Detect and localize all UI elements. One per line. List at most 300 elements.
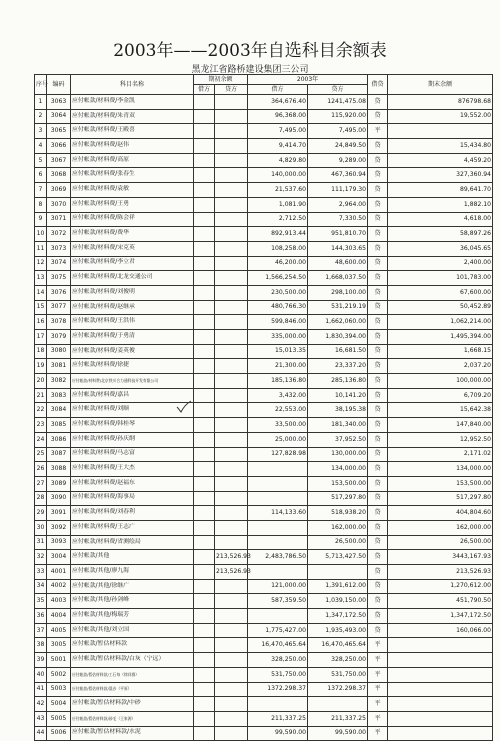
table-row — [35, 374, 493, 389]
cell-seq: 35 — [35, 594, 47, 609]
cell-closing: 12,952.50 — [388, 432, 493, 447]
table-row — [35, 344, 493, 359]
cell-period-debit: 108,258.00 — [248, 241, 308, 256]
cell-period-debit: 211,337.25 — [248, 711, 308, 726]
cell-opening-credit — [215, 609, 248, 624]
cell-seq: 38 — [35, 638, 47, 653]
cell-direction: 贷 — [368, 506, 388, 521]
cell-period-credit: 531,750.00 — [308, 667, 368, 682]
cell-closing: 2,037.20 — [388, 359, 493, 374]
cell-period-credit: 1,830,394.00 — [308, 330, 368, 345]
cell-period-credit: 26,500.00 — [308, 535, 368, 550]
cell-period-credit: 7,330.50 — [308, 212, 368, 227]
cell-account-name: 应付帐款/材料费/张春生 — [71, 168, 194, 183]
cell-period-debit: 121,000.00 — [248, 579, 308, 594]
cell-opening-credit — [215, 506, 248, 521]
cell-account-name: 应付帐款/材料费/刘春利 — [71, 506, 194, 521]
table-row — [35, 315, 493, 330]
cell-account-name: 应付帐款/材料费/王勇 — [71, 197, 194, 212]
cell-period-debit — [248, 462, 308, 477]
cell-seq: 19 — [35, 359, 47, 374]
cell-account-name: 应付帐款/材料费/袁敏 — [71, 183, 194, 198]
cell-period-debit: 3,432.00 — [248, 388, 308, 403]
cell-code: 3082 — [47, 374, 71, 389]
cell-code: 3087 — [47, 447, 71, 462]
cell-period-debit: 15,013.35 — [248, 344, 308, 359]
cell-opening-debit — [194, 565, 215, 580]
cell-opening-debit — [194, 594, 215, 609]
cell-code: 3079 — [47, 330, 71, 345]
cell-seq: 42 — [35, 697, 47, 712]
table-row — [35, 359, 493, 374]
cell-closing: 162,000.00 — [388, 520, 493, 535]
cell-period-debit: 114,133.60 — [248, 506, 308, 521]
table-row — [35, 653, 493, 668]
cell-opening-credit — [215, 579, 248, 594]
ledger-body — [35, 95, 493, 741]
cell-account-name: 应付帐款/其他/梅瑞芳 — [71, 609, 194, 624]
cell-opening-debit — [194, 418, 215, 433]
cell-direction: 贷 — [368, 139, 388, 154]
cell-opening-debit — [194, 153, 215, 168]
cell-seq: 25 — [35, 447, 47, 462]
cell-closing: 4,618.00 — [388, 212, 493, 227]
cell-account-name: 应付帐款/暂估材料款/砂毛（王家源） — [71, 711, 194, 726]
cell-code: 4005 — [47, 623, 71, 638]
table-row — [35, 667, 493, 682]
cell-seq: 34 — [35, 579, 47, 594]
cell-direction: 平 — [368, 667, 388, 682]
cell-period-debit: 2,712.50 — [248, 212, 308, 227]
cell-opening-credit — [215, 109, 248, 124]
cell-period-credit: 5,713,427.50 — [308, 550, 368, 565]
table-row — [35, 447, 493, 462]
cell-period-debit: 9,414.70 — [248, 139, 308, 154]
table-row — [35, 403, 493, 418]
cell-account-name: 应付帐款/材料费/赵继承 — [71, 300, 194, 315]
cell-code: 3005 — [47, 638, 71, 653]
cell-opening-credit — [215, 491, 248, 506]
cell-code: 3083 — [47, 388, 71, 403]
cell-seq: 10 — [35, 227, 47, 242]
cell-seq: 20 — [35, 374, 47, 389]
table-row — [35, 212, 493, 227]
cell-seq: 22 — [35, 403, 47, 418]
cell-account-name: 应付帐款/材料费/刘俊明 — [71, 285, 194, 300]
cell-account-name: 应付帐款/材料费/海事局 — [71, 491, 194, 506]
cell-period-debit: 892,913.44 — [248, 227, 308, 242]
table-row — [35, 491, 493, 506]
cell-account-name: 应付帐款/材料费/徐捷 — [71, 359, 194, 374]
cell-code: 3068 — [47, 168, 71, 183]
cell-opening-debit — [194, 520, 215, 535]
cell-period-credit: 285,136.80 — [308, 374, 368, 389]
cell-opening-debit — [194, 653, 215, 668]
table-row — [35, 726, 493, 741]
cell-period-debit: 328,250.00 — [248, 653, 308, 668]
cell-opening-debit — [194, 609, 215, 624]
cell-opening-debit — [194, 579, 215, 594]
cell-period-credit: 1,668,037.50 — [308, 271, 368, 286]
table-row — [35, 432, 493, 447]
cell-opening-debit — [194, 300, 215, 315]
cell-account-name: 应付帐款/材料费/王洪伟 — [71, 315, 194, 330]
cell-account-name: 应付帐款/材料费/朱青双 — [71, 109, 194, 124]
cell-code: 5005 — [47, 711, 71, 726]
cell-period-debit — [248, 565, 308, 580]
cell-seq: 41 — [35, 682, 47, 697]
cell-closing: 15,434.80 — [388, 139, 493, 154]
cell-opening-debit — [194, 476, 215, 491]
cell-period-debit: 1,775,427.00 — [248, 623, 308, 638]
cell-period-debit: 2,483,786.50 — [248, 550, 308, 565]
cell-closing — [388, 124, 493, 139]
cell-code: 3088 — [47, 462, 71, 477]
cell-period-debit: 185,136.80 — [248, 374, 308, 389]
cell-closing: 4,459.20 — [388, 153, 493, 168]
cell-opening-credit — [215, 682, 248, 697]
cell-period-debit — [248, 697, 308, 712]
cell-opening-credit — [215, 124, 248, 139]
cell-account-name: 应付帐款/其他/徐继广 — [71, 579, 194, 594]
cell-period-debit — [248, 491, 308, 506]
cell-closing: 134,000.00 — [388, 462, 493, 477]
cell-code: 3085 — [47, 418, 71, 433]
cell-account-name: 应付帐款/材料费/王殿喜 — [71, 124, 194, 139]
cell-account-name: 应付帐款/暂估材料款 — [71, 638, 194, 653]
header-opening-debit: 借方 — [194, 85, 215, 95]
cell-closing: 101,783.00 — [388, 271, 493, 286]
cell-seq: 12 — [35, 256, 47, 271]
cell-code: 3091 — [47, 506, 71, 521]
cell-opening-credit — [215, 227, 248, 242]
cell-opening-debit — [194, 388, 215, 403]
table-row — [35, 535, 493, 550]
cell-closing — [388, 711, 493, 726]
cell-direction: 贷 — [368, 256, 388, 271]
cell-opening-credit — [215, 330, 248, 345]
cell-direction: 贷 — [368, 227, 388, 242]
cell-seq: 39 — [35, 653, 47, 668]
cell-opening-debit — [194, 227, 215, 242]
cell-code: 3067 — [47, 153, 71, 168]
cell-account-name: 应付帐款/其他 — [71, 550, 194, 565]
cell-opening-debit — [194, 256, 215, 271]
cell-direction: 贷 — [368, 565, 388, 580]
cell-seq: 27 — [35, 476, 47, 491]
cell-period-credit: 16,470,465.64 — [308, 638, 368, 653]
cell-direction: 贷 — [368, 344, 388, 359]
cell-seq: 24 — [35, 432, 47, 447]
cell-opening-credit — [215, 374, 248, 389]
cell-period-debit: 599,846.00 — [248, 315, 308, 330]
cell-code: 3089 — [47, 476, 71, 491]
cell-period-credit: 181,340.00 — [308, 418, 368, 433]
cell-period-credit — [308, 697, 368, 712]
cell-account-name: 应付帐款/材料费/韩桂琴 — [71, 418, 194, 433]
checkmark-icon — [176, 400, 192, 414]
cell-opening-credit — [215, 594, 248, 609]
cell-opening-credit — [215, 432, 248, 447]
cell-closing: 6,709.20 — [388, 388, 493, 403]
cell-period-credit: 115,920.00 — [308, 109, 368, 124]
cell-closing: 327,360.94 — [388, 168, 493, 183]
header-period-debit: 借方 — [248, 85, 308, 95]
cell-period-credit: 1241,475.08 — [308, 95, 368, 110]
cell-seq: 28 — [35, 491, 47, 506]
table-row — [35, 168, 493, 183]
table-row — [35, 565, 493, 580]
cell-direction: 贷 — [368, 197, 388, 212]
cell-account-name: 应付帐款/其他/孙剑峰 — [71, 594, 194, 609]
cell-seq: 11 — [35, 241, 47, 256]
cell-direction: 贷 — [368, 579, 388, 594]
cell-period-credit: 9,289.00 — [308, 153, 368, 168]
table-row — [35, 271, 493, 286]
cell-account-name: 应付帐款/材料费/陈会祥 — [71, 212, 194, 227]
cell-seq: 37 — [35, 623, 47, 638]
cell-closing: 3443,167.93 — [388, 550, 493, 565]
cell-period-credit: 531,219.19 — [308, 300, 368, 315]
cell-code: 5001 — [47, 653, 71, 668]
cell-direction: 平 — [368, 682, 388, 697]
cell-account-name: 应付帐款/材料费/孙庆纲 — [71, 432, 194, 447]
cell-seq: 32 — [35, 550, 47, 565]
cell-closing — [388, 682, 493, 697]
cell-period-debit: 99,590.00 — [248, 726, 308, 741]
cell-seq: 2 — [35, 109, 47, 124]
cell-opening-debit — [194, 667, 215, 682]
table-row — [35, 476, 493, 491]
cell-account-name: 应付帐款/材料费/赵伟 — [71, 139, 194, 154]
cell-closing — [388, 697, 493, 712]
cell-account-name: 应付帐款/材料费/宋克英 — [71, 241, 194, 256]
cell-period-debit — [248, 609, 308, 624]
cell-seq: 36 — [35, 609, 47, 624]
table-row — [35, 300, 493, 315]
cell-period-debit: 335,000.00 — [248, 330, 308, 345]
cell-account-name: 应付帐款/材料费/李金凯 — [71, 95, 194, 110]
cell-direction: 贷 — [368, 476, 388, 491]
cell-code: 3063 — [47, 95, 71, 110]
table-row — [35, 388, 493, 403]
header-seq: 序号 — [35, 75, 47, 95]
cell-closing — [388, 667, 493, 682]
cell-period-debit: 1372.298.37 — [248, 682, 308, 697]
cell-seq: 5 — [35, 153, 47, 168]
cell-seq: 33 — [35, 565, 47, 580]
cell-account-name: 应付帐款/材料费/嘉昌 — [71, 388, 194, 403]
cell-period-credit: 23,337.20 — [308, 359, 368, 374]
cell-period-debit: 22,553.00 — [248, 403, 308, 418]
cell-period-debit: 21,300.00 — [248, 359, 308, 374]
cell-opening-debit — [194, 447, 215, 462]
cell-closing: 2,400.00 — [388, 256, 493, 271]
cell-direction: 贷 — [368, 315, 388, 330]
header-closing: 期末余额 — [388, 75, 493, 95]
cell-code: 3078 — [47, 315, 71, 330]
cell-period-debit: 21,537.60 — [248, 183, 308, 198]
cell-seq: 1 — [35, 95, 47, 110]
cell-code: 3081 — [47, 359, 71, 374]
cell-opening-credit — [215, 300, 248, 315]
cell-seq: 14 — [35, 285, 47, 300]
cell-opening-credit — [215, 403, 248, 418]
table-row — [35, 550, 493, 565]
cell-code: 3092 — [47, 520, 71, 535]
cell-direction: 贷 — [368, 403, 388, 418]
cell-period-debit: 33,500.00 — [248, 418, 308, 433]
cell-closing: 36,045.65 — [388, 241, 493, 256]
cell-closing: 19,552.00 — [388, 109, 493, 124]
table-row — [35, 256, 493, 271]
cell-account-name: 应付帐款/其他/廖九海 — [71, 565, 194, 580]
cell-code: 3064 — [47, 109, 71, 124]
cell-closing: 1,882.10 — [388, 197, 493, 212]
cell-period-debit — [248, 476, 308, 491]
cell-closing: 1,668.15 — [388, 344, 493, 359]
cell-code: 3080 — [47, 344, 71, 359]
cell-opening-debit — [194, 697, 215, 712]
cell-account-name: 应付帐款/材料费/马志富 — [71, 447, 194, 462]
cell-seq: 6 — [35, 168, 47, 183]
cell-period-debit: 16,470,465.64 — [248, 638, 308, 653]
table-row — [35, 711, 493, 726]
cell-direction: 贷 — [368, 550, 388, 565]
cell-direction: 贷 — [368, 520, 388, 535]
cell-opening-debit — [194, 183, 215, 198]
cell-code: 3065 — [47, 124, 71, 139]
cell-period-credit: 1,662,060.00 — [308, 315, 368, 330]
cell-period-credit: 211,337.25 — [308, 711, 368, 726]
cell-direction: 平 — [368, 124, 388, 139]
cell-direction: 贷 — [368, 462, 388, 477]
cell-seq: 9 — [35, 212, 47, 227]
cell-closing: 876798.68 — [388, 95, 493, 110]
cell-period-debit — [248, 520, 308, 535]
table-row — [35, 418, 493, 433]
cell-seq: 31 — [35, 535, 47, 550]
table-row — [35, 241, 493, 256]
cell-code: 3066 — [47, 139, 71, 154]
cell-period-debit: 1,081.90 — [248, 197, 308, 212]
cell-account-name: 应付帐款/材料费/王大杰 — [71, 462, 194, 477]
cell-closing: 153,500.00 — [388, 476, 493, 491]
cell-closing: 1,495,394.00 — [388, 330, 493, 345]
header-name: 科目名称 — [71, 75, 194, 95]
cell-seq: 13 — [35, 271, 47, 286]
cell-account-name: 应付帐款/材料费/姜英俊 — [71, 344, 194, 359]
cell-closing: 15,642.38 — [388, 403, 493, 418]
cell-period-credit: 130,000.00 — [308, 447, 368, 462]
cell-period-credit: 144,303.65 — [308, 241, 368, 256]
cell-period-debit: 127,828.98 — [248, 447, 308, 462]
cell-account-name: 应付帐款/材料费/于勇清 — [71, 330, 194, 345]
cell-account-name: 应付帐款/材料费/高原 — [71, 153, 194, 168]
cell-opening-debit — [194, 109, 215, 124]
cell-seq: 15 — [35, 300, 47, 315]
cell-opening-debit — [194, 638, 215, 653]
cell-opening-debit — [194, 271, 215, 286]
table-row — [35, 330, 493, 345]
table-row — [35, 579, 493, 594]
table-row — [35, 139, 493, 154]
cell-period-credit: 1,391,612.00 — [308, 579, 368, 594]
cell-closing: 451,790.50 — [388, 594, 493, 609]
cell-seq: 4 — [35, 139, 47, 154]
cell-period-credit: 162,000.00 — [308, 520, 368, 535]
cell-direction: 贷 — [368, 491, 388, 506]
cell-closing: 26,500.00 — [388, 535, 493, 550]
cell-period-credit: 328,250.00 — [308, 653, 368, 668]
cell-period-credit: 1372.298.37 — [308, 682, 368, 697]
cell-account-name: 应付帐款/材料费/省测绘局 — [71, 535, 194, 550]
cell-period-credit: 16,681.50 — [308, 344, 368, 359]
cell-account-name: 应付帐款/材料费/刘顺 — [71, 403, 194, 418]
cell-period-credit: 7,495.00 — [308, 124, 368, 139]
cell-period-credit: 134,000.00 — [308, 462, 368, 477]
header-code: 编码 — [47, 75, 71, 95]
cell-seq: 23 — [35, 418, 47, 433]
cell-code: 3071 — [47, 212, 71, 227]
cell-opening-credit — [215, 212, 248, 227]
cell-direction: 贷 — [368, 535, 388, 550]
cell-opening-credit — [215, 535, 248, 550]
cell-closing: 100,000.00 — [388, 374, 493, 389]
cell-closing — [388, 638, 493, 653]
table-row — [35, 95, 493, 110]
cell-opening-credit — [215, 256, 248, 271]
cell-opening-credit — [215, 388, 248, 403]
cell-code: 5006 — [47, 726, 71, 741]
cell-period-debit: 4,829.80 — [248, 153, 308, 168]
cell-period-debit — [248, 535, 308, 550]
cell-seq: 21 — [35, 388, 47, 403]
cell-opening-credit — [215, 183, 248, 198]
cell-closing: 1,347,172.50 — [388, 609, 493, 624]
cell-closing: 213,526.93 — [388, 565, 493, 580]
cell-direction: 贷 — [368, 271, 388, 286]
header-period: 2003年 — [248, 75, 368, 85]
cell-opening-debit — [194, 197, 215, 212]
cell-direction: 贷 — [368, 95, 388, 110]
cell-closing: 2,171.02 — [388, 447, 493, 462]
cell-code: 3090 — [47, 491, 71, 506]
header-direction: 借贷 — [368, 75, 388, 95]
cell-period-credit: 2,964.00 — [308, 197, 368, 212]
cell-period-credit: 99,590.00 — [308, 726, 368, 741]
cell-opening-credit: 213,526.93 — [215, 565, 248, 580]
cell-opening-credit — [215, 711, 248, 726]
cell-opening-debit — [194, 344, 215, 359]
cell-account-name: 应付帐款/暂估材料款/白灰（宁远） — [71, 653, 194, 668]
cell-period-credit: 1,935,493.00 — [308, 623, 368, 638]
cell-closing: 50,452.89 — [388, 300, 493, 315]
table-row — [35, 594, 493, 609]
table-row — [35, 124, 493, 139]
cell-period-credit: 467,360.94 — [308, 168, 368, 183]
cell-period-credit: 10,141.20 — [308, 388, 368, 403]
cell-direction: 贷 — [368, 330, 388, 345]
cell-code: 3074 — [47, 256, 71, 271]
cell-opening-credit — [215, 462, 248, 477]
cell-opening-debit — [194, 139, 215, 154]
header-period-credit: 贷方 — [308, 85, 368, 95]
cell-period-credit: 517,297.80 — [308, 491, 368, 506]
cell-opening-credit — [215, 638, 248, 653]
cell-code: 3069 — [47, 183, 71, 198]
cell-seq: 7 — [35, 183, 47, 198]
